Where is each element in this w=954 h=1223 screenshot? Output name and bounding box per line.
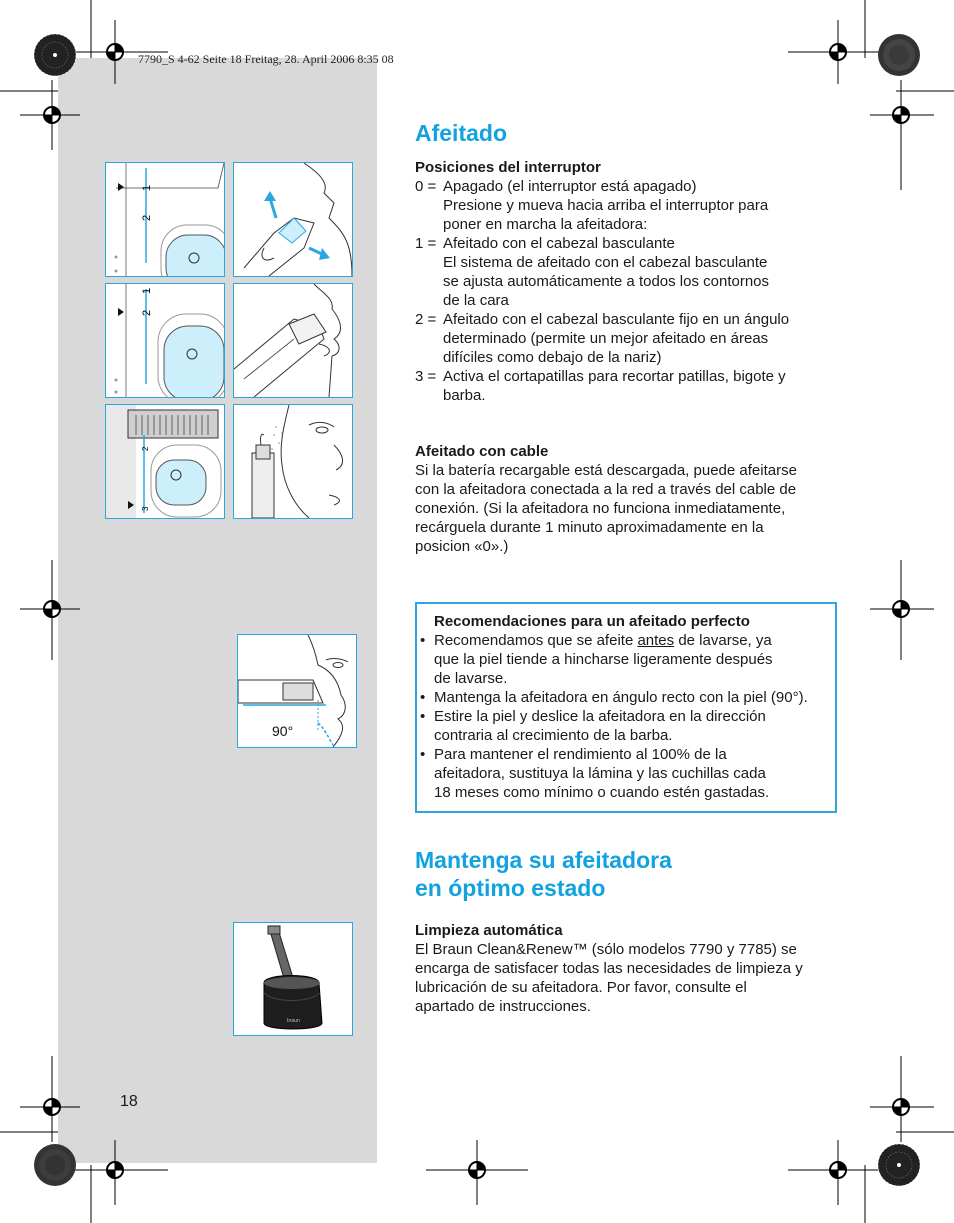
item-number: 1 =: [415, 235, 437, 252]
registration-mark-bottom-left: [104, 1159, 126, 1181]
angle-label: 90°: [272, 723, 294, 739]
tip-text: Mantenga la afeitadora en ángulo recto con la piel (90°).: [434, 689, 808, 706]
print-header: 7790_S 4-62 Seite 18 Freitag, 28. April 2006 8:35 08: [138, 52, 394, 66]
corded-shaving-text: conexión. (Si la afeitadora no funciona inmediatamente,: [415, 500, 786, 517]
switch-item-2-detail: difíciles como debajo de la nariz): [443, 349, 662, 366]
registration-mark-top-left: [104, 41, 126, 63]
section-title-afeitado: Afeitado: [415, 120, 507, 146]
tip-item-2: [420, 688, 808, 707]
registration-mark-top-right: [827, 41, 849, 63]
switch-label-2: 2: [141, 214, 153, 221]
corded-shaving-text: posicion «0».): [415, 538, 509, 555]
item-text: Afeitado con el cabezal basculante fijo en un ángulo: [443, 311, 790, 328]
switch-item-2: [415, 310, 789, 329]
tip-item-4-cont: afeitadora, sustituya la lámina y las cuchillas cada: [434, 765, 766, 782]
tip-item-4: [420, 745, 727, 764]
switch-item-0-detail: poner en marcha la afeitadora:: [443, 216, 648, 233]
tip-item-1-cont: que la piel tiende a hincharse ligeramente después: [434, 651, 773, 668]
registration-mark-left-lower: [41, 1096, 63, 1118]
switch-item-0: [415, 177, 697, 196]
page-number: 18: [120, 1093, 138, 1110]
switch-label-2-b: 2: [141, 309, 153, 316]
switch-item-1: [415, 234, 675, 253]
switch-hand-figure: [233, 162, 353, 277]
item-number: 0 =: [415, 178, 437, 195]
item-number: 2 =: [415, 311, 437, 328]
braun-logo: braun: [287, 1018, 300, 1024]
corded-shaving-text: Si la batería recargable está descargada, puede afeitarse: [415, 462, 797, 479]
registration-mark-right-middle: [890, 598, 912, 620]
item-number: 3 =: [415, 368, 437, 385]
switch-item-1-detail: El sistema de afeitado con el cabezal basculante: [443, 254, 768, 271]
switch-item-1-detail: de la cara: [443, 292, 509, 309]
resolution-wheel-top-right: [877, 33, 921, 77]
switch-item-3-detail: barba.: [443, 387, 486, 404]
registration-mark-right-upper: [890, 104, 912, 126]
tip-text: Recomendamos que se afeite: [434, 632, 638, 649]
tips-heading: Recomendaciones para un afeitado perfecto: [434, 613, 750, 630]
registration-mark-left-middle: [41, 598, 63, 620]
item-text: Apagado (el interruptor está apagado): [443, 178, 697, 195]
switch-positions-heading: Posiciones del interruptor: [415, 159, 601, 176]
tip-item-3: [420, 707, 766, 726]
switch-position-figure-2: [105, 283, 225, 398]
tip-item-3-cont: contraria al crecimiento de la barba.: [434, 727, 673, 744]
clean-renew-station-figure: [233, 922, 353, 1036]
switch-position-figure-1: [105, 162, 225, 277]
tip-text: Estire la piel y deslice la afeitadora en la dirección: [434, 708, 766, 725]
switch-label-2-c: 2: [141, 446, 150, 451]
auto-cleaning-text: El Braun Clean&Renew™ (sólo modelos 7790 y 7785) se: [415, 941, 797, 958]
bullet: •: [420, 632, 426, 649]
switch-label-3: 3: [141, 506, 150, 511]
registration-mark-bottom-center: [466, 1159, 488, 1181]
switch-item-1-detail: se ajusta automáticamente a todos los contornos: [443, 273, 770, 290]
corded-shaving-text: recárguela durante 1 minuto aproximadamente en la: [415, 519, 764, 536]
shaving-under-nose-figure: [233, 283, 353, 398]
resolution-wheel-bottom-right: [877, 1143, 921, 1187]
bullet: •: [420, 746, 426, 763]
switch-item-2-detail: determinado (permite un mejor afeitado en áreas: [443, 330, 769, 347]
corded-shaving-heading: Afeitado con cable: [415, 443, 549, 460]
trimming-sideburns-figure: [233, 404, 353, 519]
registration-mark-right-lower: [890, 1096, 912, 1118]
item-text: Afeitado con el cabezal basculante: [443, 235, 675, 252]
switch-item-3: [415, 367, 786, 386]
tip-item-1: [420, 631, 772, 650]
resolution-wheel-top-left: [33, 33, 77, 77]
tip-text: Para mantener el rendimiento al 100% de la: [434, 746, 727, 763]
switch-item-0-detail: Presione y mueva hacia arriba el interruptor para: [443, 197, 769, 214]
switch-label-1-b: 1: [141, 287, 153, 294]
auto-cleaning-heading: Limpieza automática: [415, 922, 563, 939]
tip-emphasis: antes: [637, 632, 675, 649]
right-angle-shaving-figure: [237, 634, 357, 748]
bullet: •: [420, 689, 426, 706]
tip-text: de lavarse, ya: [674, 632, 772, 649]
section-title-maintenance-line-1: Mantenga su afeitadora: [415, 847, 672, 873]
section-title-maintenance-line-2: en óptimo estado: [415, 875, 606, 901]
auto-cleaning-text: lubricación de su afeitadora. Por favor, consulte el: [415, 979, 747, 996]
tip-item-4-cont: 18 meses como mínimo o cuando estén gastadas.: [434, 784, 770, 801]
corded-shaving-text: con la afeitadora conectada a la red a través del cable de: [415, 481, 797, 498]
resolution-wheel-bottom-left: [33, 1143, 77, 1187]
tip-item-1-cont: de lavarse.: [434, 670, 508, 687]
registration-mark-left-upper: [41, 104, 63, 126]
switch-label-1: 1: [141, 184, 153, 191]
auto-cleaning-text: apartado de instrucciones.: [415, 998, 591, 1015]
registration-mark-bottom-right: [827, 1159, 849, 1181]
auto-cleaning-text: encarga de satisfacer todas las necesidades de limpieza y: [415, 960, 803, 977]
trimmer-extended-figure: [105, 404, 225, 519]
bullet: •: [420, 708, 426, 725]
item-text: Activa el cortapatillas para recortar patillas, bigote y: [443, 368, 786, 385]
